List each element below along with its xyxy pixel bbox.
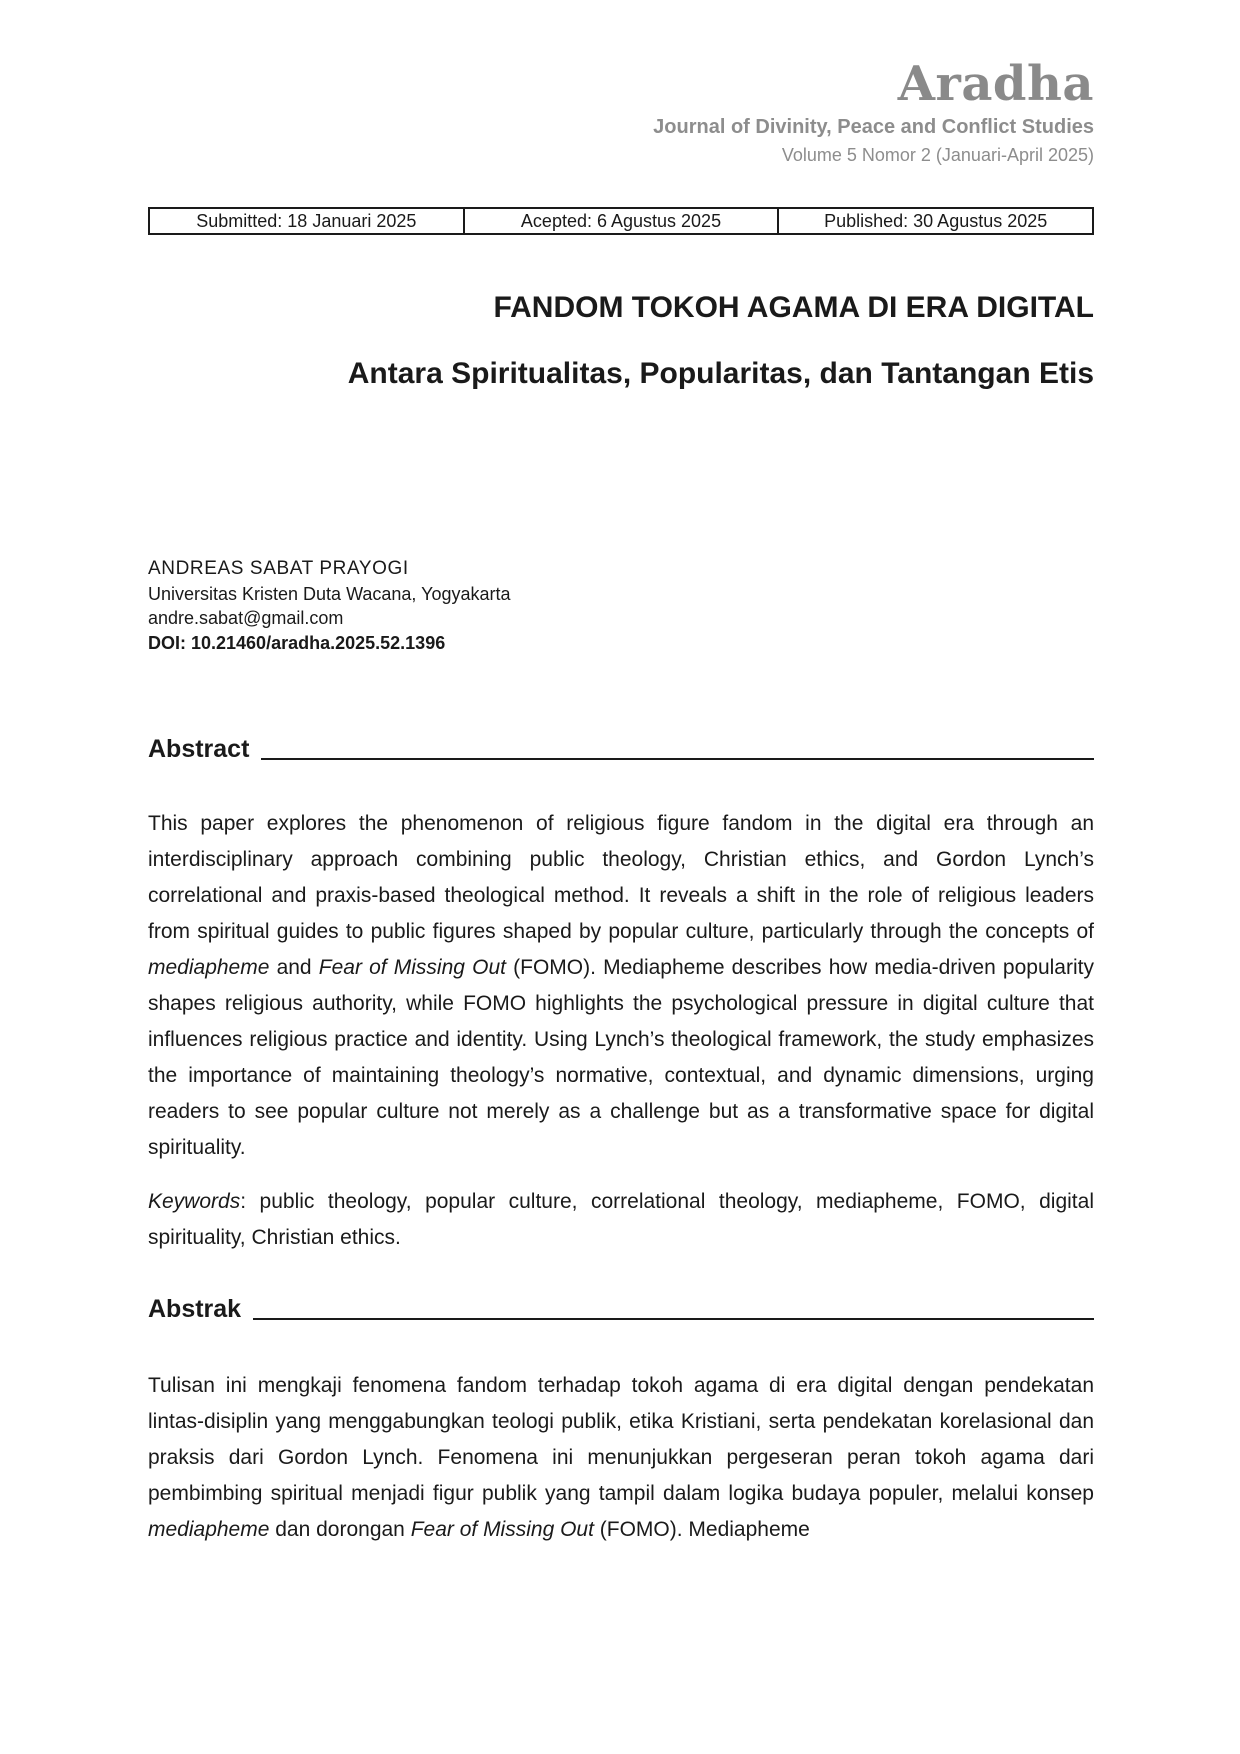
author-affiliation: Universitas Kristen Duta Wacana, Yogyakarta (148, 584, 511, 604)
abstrak-text-3: (FOMO). Mediapheme (593, 1518, 810, 1541)
abstract-text-2: and (269, 956, 319, 979)
abstract-paragraph (148, 806, 1094, 1166)
abstract-text-1: This paper explores the phenomenon of religious figure fandom in the digital era through an interdisciplinary approach combining public theology, Christian ethics, and Gordon Lynch’s correlational and praxis-based theological method. It reveals a shift in the role of religious leaders from spiritual guides to public figures shaped by popular culture, particularly through the concepts of (148, 812, 1094, 943)
author-email: andre.sabat@gmail.com (148, 608, 344, 628)
abstract-heading: Abstract (148, 735, 250, 763)
abstrak-paragraph (148, 1368, 1094, 1548)
abstrak-heading: Abstrak (148, 1295, 242, 1323)
submitted-date: Submitted: 18 Januari 2025 (196, 211, 417, 231)
article-subtitle: Antara Spiritualitas, Popularitas, dan Tantangan Etis (347, 357, 1094, 390)
journal-logo: Aradha (897, 56, 1094, 112)
published-date: Published: 30 Agustus 2025 (777, 209, 1092, 233)
journal-volume: Volume 5 Nomor 2 (Januari-April 2025) (781, 145, 1094, 165)
abstract-emphasis-1: mediapheme (148, 956, 270, 979)
abstract-text-3: (FOMO). Mediapheme describes how media-driven popularity shapes religious authority, while FOMO highlights the psychological pressure in digital culture that influences religious practice and identity. Using Lynch’s theological framework, the study emphasizes the importance of maintaining theology’s normative, contextual, and dynamic dimensions, urging readers to see popular culture not merely as a challenge but as a transformative space for digital spirituality. (148, 956, 1094, 1159)
abstrak-emphasis-2: Fear of Missing Out (410, 1518, 594, 1541)
journal-masthead (653, 58, 1094, 167)
publication-dates-table (148, 207, 1094, 235)
keywords-label: Keywords (148, 1190, 241, 1213)
article-title: FANDOM TOKOH AGAMA DI ERA DIGITAL (493, 291, 1094, 324)
author-name: ANDREAS SABAT PRAYOGI (148, 558, 409, 579)
abstrak-emphasis-1: mediapheme (148, 1518, 270, 1541)
keywords-list: : public theology, popular culture, correlational theology, mediapheme, FOMO, digital spirituality, Christian ethics. (148, 1190, 1094, 1249)
accepted-date: Acepted: 6 Agustus 2025 (463, 209, 778, 233)
journal-subtitle: Journal of Divinity, Peace and Conflict Studies (653, 116, 1094, 138)
abstract-heading-rule (261, 758, 1094, 760)
abstract-heading-row (148, 734, 1094, 764)
abstrak-heading-rule (253, 1318, 1094, 1320)
abstrak-heading-row (148, 1294, 1094, 1324)
abstrak-text-1: Tulisan ini mengkaji fenomena fandom terhadap tokoh agama di era digital dengan pendekatan lintas-disiplin yang menggabungkan teologi publik, etika Kristiani, serta pendekatan korelasional dan praksis dari Gordon Lynch. Fenomena ini menunjukkan pergeseran peran tokoh agama dari pembimbing spiritual menjadi figur publik yang tampil dalam logika budaya populer, melalui konsep (148, 1374, 1094, 1505)
keywords-paragraph (148, 1184, 1094, 1256)
author-block (148, 556, 511, 656)
abstrak-text-2: dan dorongan (269, 1518, 411, 1541)
abstract-emphasis-2: Fear of Missing Out (318, 956, 506, 979)
article-doi: DOI: 10.21460/aradha.2025.52.1396 (148, 633, 446, 653)
